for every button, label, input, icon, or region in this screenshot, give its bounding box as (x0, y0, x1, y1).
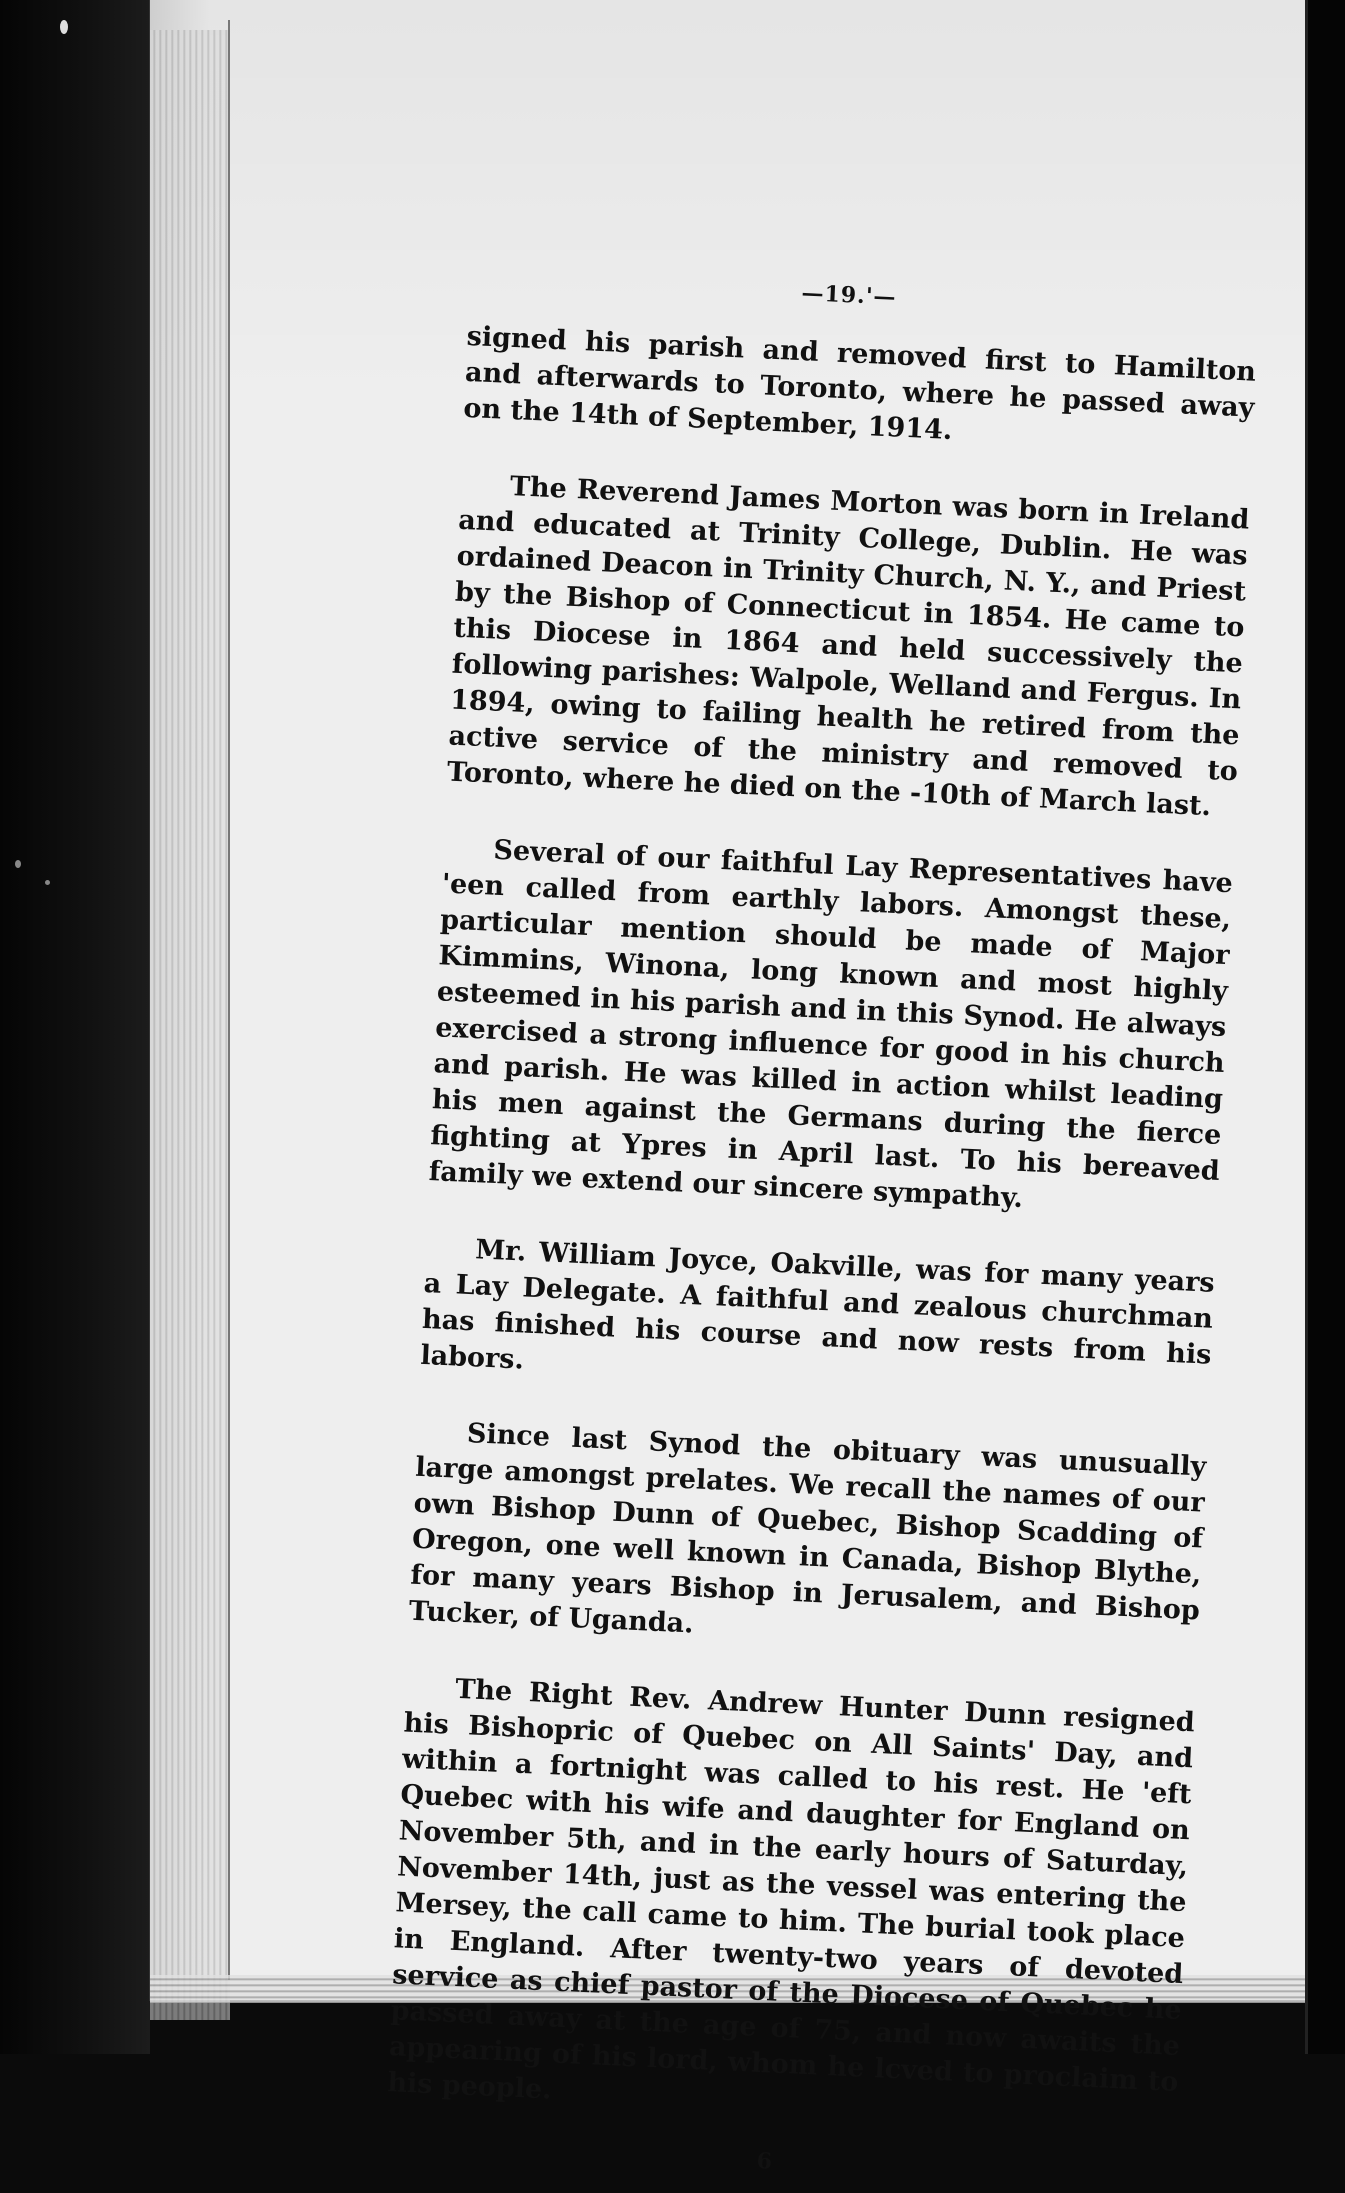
scan-edge-right (1305, 0, 1345, 2054)
paragraph-1: signed his parish and removed first to Hamilton and afterwards to Toronto, where he passed away on the 14th of September, 1914. (462, 320, 1257, 447)
scan-speck (45, 880, 50, 885)
paragraph-2: The Reverend James Morton was born in Ireland and educated at Trinity College, Dublin. He was ordained Deacon in Trinity Church, N. Y., and Priest by the Bishop of Connecticut in 1854. He came to this Diocese in 1864 and held successively the following parishes: Walpole, Welland and Fergus. In 1894, owing to failing health he retired from the active service of the ministry and removed to Toronto, where he died on the -10th of March last. (446, 471, 1250, 823)
text-block (384, 265, 1259, 2193)
page-header: —19.'— (800, 280, 898, 311)
paragraph-4: Mr. William Joyce, Oakville, was for many years a Lay Delegate. A faithful and zealous churchman has finished his course and now rests from his labors. (419, 1234, 1216, 1376)
paragraph-3: Several of our faithful Lay Representatives have 'een called from earthly labors. Amongst these, particular mention should be made of Major Kimmins, Winona, long known and most highly esteemed in his parish and in this Synod. He always exercised a strong influence for good in his church and parish. He was killed in action whilst leading his men against the Germans during the fierce fighting at Ypres in April last. To his bereaved family we extend our sincere sympathy. (428, 834, 1234, 1215)
scan-speck (60, 20, 68, 34)
paragraph-6: The Right Rev. Andrew Hunter Dunn resigned his Bishopric of Quebec on All Saints' Day, and within a fortnight was called to his rest. He 'eft Quebec with his wife and daughter for England on November 5th, and in the early hours of Saturday, November 14th, just as the vessel was entering the Mersey, the call came to him. The burial took place in England. After twenty-two years of devoted service as chief pastor of the Diocese of Quebec he passed away at the age of 75, and now awaits the appearing of his lord, whom he lcved to proclaim to his people. (386, 1673, 1196, 2106)
paragraph-5: Since last Synod the obituary was unusually large amongst prelates. We recall the names of our own Bishop Dunn of Quebec, Bishop Scadding of Oregon, one well known in Canada, Bishop Blythe, for many years Bishop in Jerusalem, and Bishop Tucker, of Uganda. (408, 1418, 1207, 1640)
scan-speck (15, 860, 21, 868)
page-stack-left (150, 30, 230, 2020)
page-spine-line (228, 20, 230, 1980)
page-number: 6 (756, 2147, 773, 2175)
scan-edge-left (0, 0, 150, 2054)
page-right-edge (1305, 0, 1308, 2054)
